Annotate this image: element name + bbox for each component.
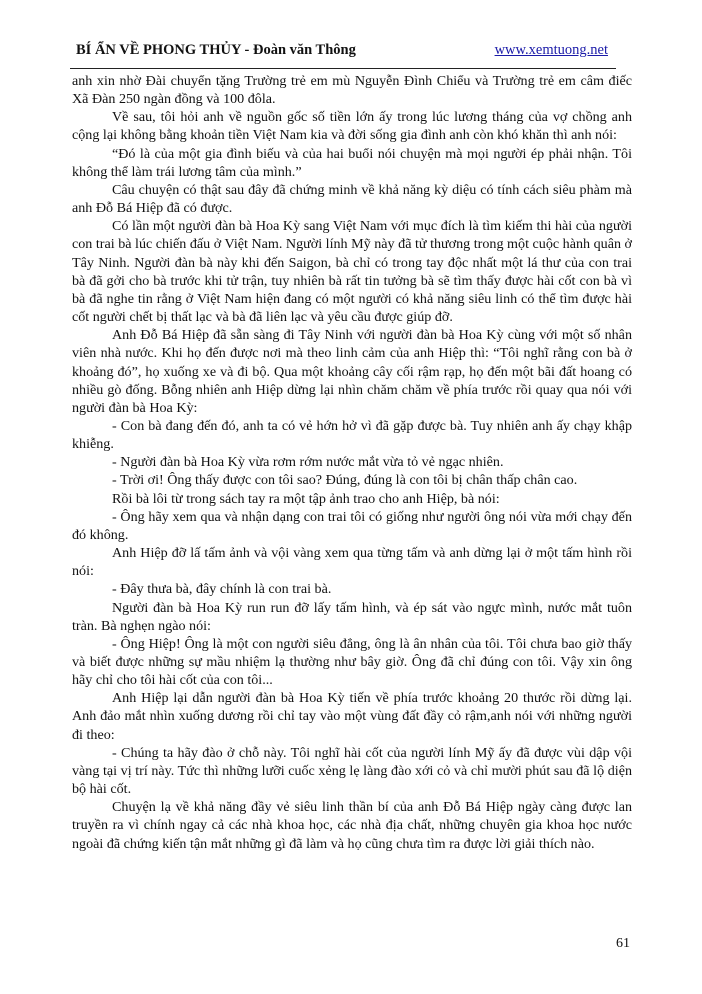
paragraph: Rồi bà lôi từ trong sách tay ra một tập ảnh trao cho anh Hiệp, bà nói:: [112, 490, 500, 507]
header-website-link[interactable]: www.xemtuong.net: [494, 42, 608, 58]
paragraph: “Đó là của một gia đình biếu và của hai buổi nói chuyện mà mọi người ép phải nhận. Tôi không thể làm trái lương tâm của mình.”: [72, 145, 632, 180]
dialogue-line: - Đây thưa bà, đây chính là con trai bà.: [112, 581, 332, 598]
dialogue-line: - Ông Hiệp! Ông là một con người siêu đẳng, ông là ân nhân của tôi. Tôi chưa bao giờ thấy và biết được những sự mầu nhiệm lạ thường như bây giờ. Ông đã chỉ đúng con tôi. Vậy xin ông hãy chỉ cho tôi hài cốt của con tôi...: [72, 635, 632, 689]
paragraph: Câu chuyện có thật sau đây đã chứng minh về khả năng kỳ diệu có tính cách siêu phàm mà anh Đỗ Bá Hiệp đã có được.: [72, 181, 632, 217]
paragraph: Có lần một người đàn bà Hoa Kỳ sang Việt Nam với mục đích là tìm kiếm thi hài của người con trai bà lúc chiến đấu ở Việt Nam. Người lính Mỹ này đã tử thương trong một cuộc hành quân ở Tây Ninh. Người đàn bà này khi đến Saigon, bà chỉ có trong tay độc nhất một lá thư của con trai bà đã gởi cho bà trước khi tử trận, tuy nhiên bà rất tin tưởng bà sẽ tìm thấy được hài cốt con bà vì bà đã nghe tin rằng ở Việt Nam hiện đang có một người có khả năng siêu linh có thể tìm được hài cốt người chết bị thất lạc và bà đã liên lạc và yêu cầu được giúp đỡ.: [72, 218, 632, 326]
page-header: [74, 40, 616, 62]
dialogue-line: - Chúng ta hãy đào ở chỗ này. Tôi nghĩ hài cốt của người lính Mỹ ấy đã được vùi dập vội vàng tại vị trí này. Tức thì những lưỡi cuốc xẻng lẹ làng đào xới cỏ và chỉ mười phút sau đã lộ diện bộ hài cốt.: [72, 744, 632, 798]
paragraph: anh xin nhờ Đài chuyển tặng Trường trẻ em mù Nguyễn Đình Chiểu và Trường trẻ em câm điếc Xã Đàn 250 ngàn đồng và 100 đôla.: [72, 73, 632, 108]
header-title: BÍ ẨN VỀ PHONG THỦY - Đoàn văn Thông: [76, 42, 356, 58]
dialogue-line: - Con bà đang đến đó, anh ta có vẻ hớn hở vì đã gặp được bà. Tuy nhiên anh ấy chạy khập khiễng.: [72, 417, 632, 453]
paragraph: Chuyện lạ về khả năng đầy vẻ siêu linh thần bí của anh Đỗ Bá Hiệp ngày càng được lan truyền ra vì chính ngay cả các nhà khoa học, các nhà địa chất, những chuyên gia khoa học nước ngoài đã chứng kiến tận mắt những gì đã làm và họ cũng chưa tìm ra được lời giải thích nào.: [72, 799, 632, 852]
dialogue-line: - Ông hãy xem qua và nhận dạng con trai tôi có giống như người ông nói vừa mới chạy đến đó không.: [72, 508, 632, 543]
dialogue-line: - Người đàn bà Hoa Kỳ vừa rơm rớm nước mắt vừa tỏ vẻ ngạc nhiên.: [112, 454, 504, 471]
body-text: [72, 72, 632, 853]
dialogue-line: - Trời ơi! Ông thấy được con tôi sao? Đúng, đúng là con tôi bị chân thấp chân cao.: [112, 472, 578, 489]
header-divider: [70, 68, 616, 69]
paragraph: Người đàn bà Hoa Kỳ run run đỡ lấy tấm hình, và ép sát vào ngực mình, nước mắt tuôn tràn. Bà nghẹn ngào nói:: [72, 599, 632, 634]
paragraph: Về sau, tôi hỏi anh về nguồn gốc số tiền lớn ấy trong lúc lương tháng của vợ chồng anh cộng lại không bằng khoản tiền Việt Nam kia và đời sống gia đình anh còn khó khăn thì anh nói:: [72, 109, 632, 144]
paragraph: Anh Đỗ Bá Hiệp đã sẵn sàng đi Tây Ninh với người đàn bà Hoa Kỳ cùng với một số nhân viên nhà nước. Khi họ đến được nơi mà theo linh cảm của anh Hiệp thì: “Tôi nghĩ rằng con bà ở khoảng đó”, họ xuống xe và đi bộ. Qua một khoảng cây cối rậm rạp, họ đến một bãi đất hoang có nhiều gò đống. Bỗng nhiên anh Hiệp dừng lại nhìn chăm chăm về phía trước rồi quay qua nói với người đàn bà Hoa Kỳ:: [72, 327, 632, 416]
paragraph: Anh Hiệp lại dẫn người đàn bà Hoa Kỳ tiến về phía trước khoảng 20 thước rồi dừng lại. Anh đảo mắt nhìn xuống dương rồi chỉ tay vào một vùng đất đầy cỏ rậm,anh nói với những người đi theo:: [72, 690, 632, 743]
paragraph: Anh Hiệp đỡ lấ tấm ảnh và vội vàng xem qua từng tấm và anh dừng lại ở một tấm hình rồi nói:: [72, 545, 632, 580]
page-number: 61: [616, 936, 630, 951]
